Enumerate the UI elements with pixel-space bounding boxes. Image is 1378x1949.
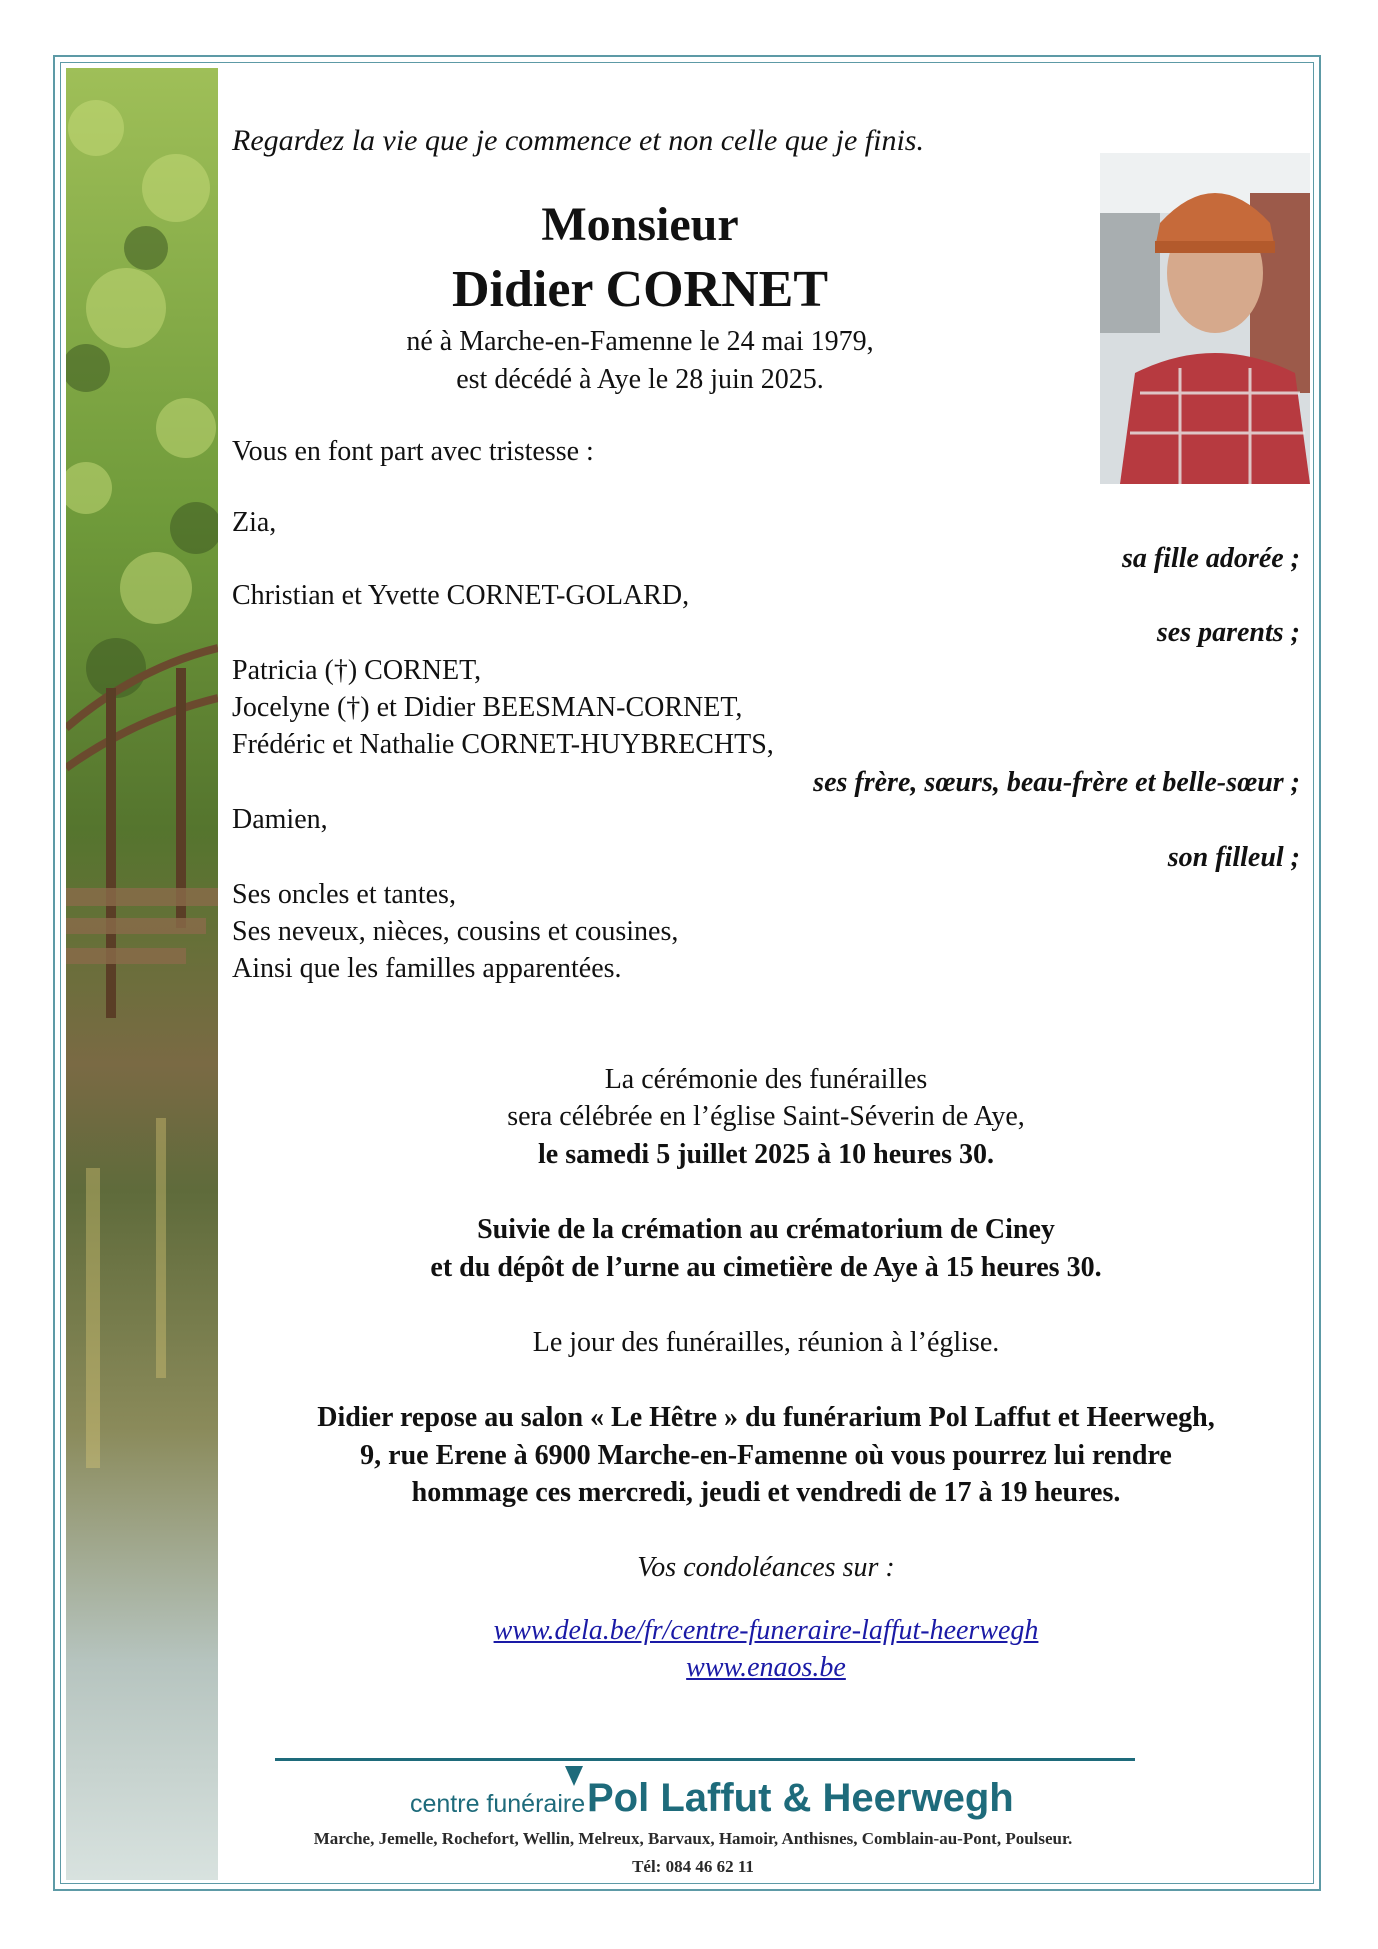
logo-brand: Pol Laffut & Heerwegh: [587, 1776, 1014, 1820]
visitation-line: Didier repose au salon « Le Hêtre » du funérarium Pol Laffut et Heerwegh,: [317, 1402, 1215, 1433]
condolences-link-enaos[interactable]: www.enaos.be: [686, 1652, 846, 1683]
family-line: Damien,: [232, 804, 328, 835]
logo-phone: Tél: 084 46 62 11: [632, 1857, 754, 1876]
meeting-line: Le jour des funérailles, réunion à l’église.: [532, 1327, 1000, 1358]
family-line: Ses neveux, nièces, cousins et cousines,: [232, 916, 679, 947]
logo-subtitle: centre funéraire: [410, 1790, 586, 1818]
ceremony-line: La cérémonie des funérailles: [604, 1064, 928, 1095]
nature-bridge-image: [66, 68, 218, 1880]
ceremony-line: sera célébrée en l’église Saint-Séverin de Aye,: [507, 1101, 1025, 1132]
cremation-line: et du dépôt de l’urne au cimetière de Aye à 15 heures 30.: [430, 1252, 1102, 1283]
ceremony-date: le samedi 5 juillet 2025 à 10 heures 30.: [537, 1139, 995, 1170]
condolences-label: Vos condoléances sur :: [637, 1552, 895, 1583]
family-line: Patricia (†) CORNET,: [232, 655, 482, 686]
family-line: Jocelyne (†) et Didier BEESMAN-CORNET,: [232, 692, 743, 723]
family-relation: son filleul ;: [1167, 842, 1300, 873]
family-line: Christian et Yvette CORNET-GOLARD,: [232, 580, 690, 611]
birth-line: né à Marche-en-Famenne le 24 mai 1979,: [406, 326, 874, 357]
visitation-line: hommage ces mercredi, jeudi et vendredi de 17 à 19 heures.: [411, 1477, 1121, 1508]
logo-towns: Marche, Jemelle, Rochefort, Wellin, Melreux, Barvaux, Hamoir, Anthisnes, Comblain-au-Pont, Poulseur.: [313, 1829, 1073, 1848]
family-relation: ses parents ;: [1156, 617, 1300, 648]
deceased-name: Didier CORNET: [451, 261, 829, 318]
epigraph-quote: Regardez la vie que je commence et non celle que je finis.: [232, 124, 924, 157]
family-line: Ainsi que les familles apparentées.: [232, 953, 622, 984]
death-line: est décédé à Aye le 28 juin 2025.: [456, 364, 824, 395]
family-line: Zia,: [232, 507, 277, 538]
visitation-line: 9, rue Erene à 6900 Marche-en-Famenne où vous pourrez lui rendre: [360, 1440, 1172, 1471]
cremation-line: Suivie de la crémation au crématorium de Ciney: [477, 1214, 1055, 1245]
family-relation: sa fille adorée ;: [1121, 543, 1300, 574]
logo-rule: [275, 1758, 1135, 1761]
title-honorific: Monsieur: [541, 198, 739, 251]
intro-line: Vous en font part avec tristesse :: [232, 436, 594, 467]
family-relation: ses frère, sœurs, beau-frère et belle-sœur ;: [813, 767, 1300, 798]
family-line: Ses oncles et tantes,: [232, 879, 456, 910]
portrait-photo: [1100, 153, 1310, 484]
family-line: Frédéric et Nathalie CORNET-HUYBRECHTS,: [232, 729, 774, 760]
condolences-link-dela[interactable]: www.dela.be/fr/centre-funeraire-laffut-heerwegh: [493, 1615, 1039, 1646]
logo-triangle-icon: [565, 1766, 583, 1786]
